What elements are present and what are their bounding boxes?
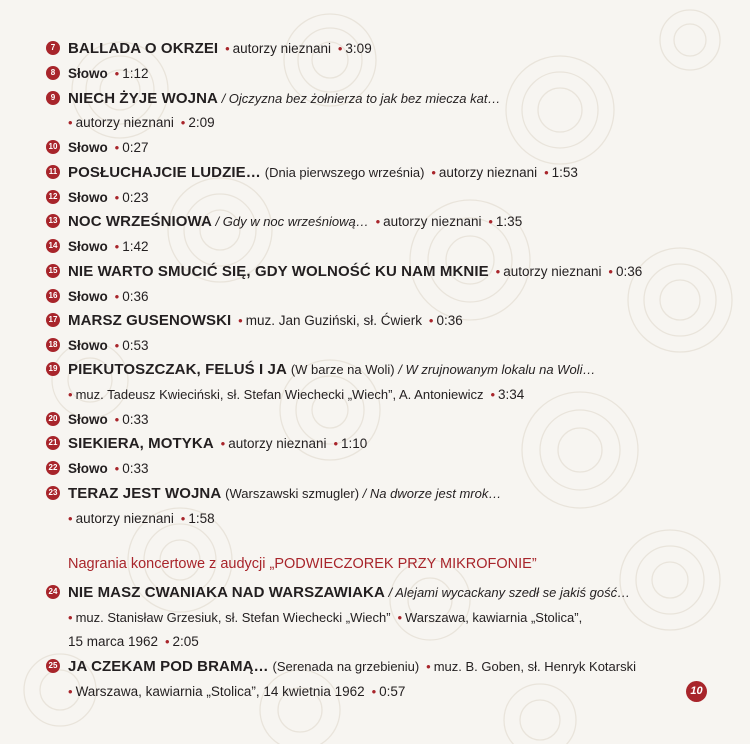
track-subtitle: (W barze na Woli): [290, 362, 395, 377]
track-23: [48, 481, 740, 505]
track-12: [48, 185, 740, 209]
track-7: [50, 36, 740, 60]
track-credits: muz. Jan Guziński, sł. Ćwierk: [245, 313, 423, 328]
bullet: •: [114, 412, 120, 427]
track-25-credits: [68, 679, 740, 703]
track-number-badge: 24: [46, 585, 60, 599]
bullet: •: [490, 387, 495, 402]
track-venue: Warszawa, kawiarnia „Stolica”, 14 kwietnia 1962: [75, 684, 365, 699]
track-duration: 0:53: [122, 338, 149, 353]
track-number-badge: 8: [46, 66, 60, 80]
track-separator: /: [359, 486, 370, 501]
track-title: Słowo: [68, 289, 108, 304]
track-duration: 1:12: [122, 66, 149, 81]
track-title: TERAZ JEST WOJNA: [68, 485, 222, 502]
track-number-badge: 7: [46, 41, 60, 55]
track-title: Słowo: [68, 412, 108, 427]
track-number-badge: 22: [46, 461, 60, 475]
track-duration: 1:35: [495, 214, 523, 229]
bullet: •: [431, 165, 436, 180]
track-duration: 1:10: [341, 436, 368, 451]
track-24-date: [68, 629, 740, 653]
track-16: [48, 284, 740, 308]
track-10: [48, 135, 740, 159]
track-23-credits: [68, 506, 740, 530]
track-duration: 0:36: [615, 264, 643, 279]
bullet: •: [488, 214, 493, 229]
track-duration: 0:33: [122, 461, 149, 476]
track-title: Słowo: [68, 239, 108, 254]
track-22: [48, 456, 740, 480]
track-title: Słowo: [68, 338, 108, 353]
track-25: [48, 654, 740, 678]
track-credits: autorzy nieznani: [75, 511, 174, 526]
bullet: •: [426, 659, 431, 674]
track-8: [50, 61, 740, 85]
bullet: •: [114, 461, 120, 476]
track-number-badge: 14: [46, 239, 60, 253]
track-duration: 0:23: [122, 190, 149, 205]
track-number-badge: 20: [46, 412, 60, 426]
track-title: NOC WRZEŚNIOWA: [68, 213, 212, 230]
bullet: •: [114, 239, 120, 254]
bullet: •: [114, 289, 120, 304]
track-13: [48, 209, 740, 233]
bullet: •: [333, 436, 338, 451]
track-number-badge: 17: [46, 313, 60, 327]
track-number-badge: 21: [46, 436, 60, 450]
bullet: •: [114, 140, 120, 155]
track-separator: /: [217, 91, 229, 106]
bullet: •: [68, 610, 73, 625]
track-credits: autorzy nieznani: [232, 41, 331, 56]
bullet: •: [220, 436, 226, 451]
track-credits: autorzy nieznani: [75, 115, 174, 130]
track-subtitle: (Serenada na grzebieniu): [272, 659, 420, 674]
page-number-badge: 10: [686, 681, 707, 702]
bullet: •: [337, 41, 343, 56]
track-number-badge: 12: [46, 190, 60, 204]
track-title: MARSZ GUSENOWSKI: [68, 312, 232, 329]
track-9: [50, 86, 740, 110]
track-duration: 3:34: [498, 387, 525, 402]
track-duration: 0:27: [122, 140, 149, 155]
track-subtitle: (Dnia pierwszego września): [264, 165, 425, 180]
track-title: NIE MASZ CWANIAKA NAD WARSZAWIAKA: [68, 584, 385, 601]
bullet: •: [495, 264, 501, 279]
track-number-badge: 11: [46, 165, 60, 179]
track-credits: autorzy nieznani: [438, 165, 538, 180]
bullet: •: [68, 115, 73, 130]
track-duration: 2:05: [172, 634, 199, 649]
track-20: [48, 407, 740, 431]
track-title: JA CZEKAM POD BRAMĄ…: [68, 658, 269, 675]
bullet: •: [397, 610, 402, 625]
track-title: Słowo: [68, 190, 108, 205]
track-separator: /: [394, 362, 406, 377]
track-duration: 1:42: [122, 239, 149, 254]
track-19-credits: [68, 382, 740, 406]
track-11: [48, 160, 740, 184]
track-duration: 1:53: [551, 165, 578, 180]
bullet: •: [164, 634, 170, 649]
track-duration: 3:09: [345, 41, 372, 56]
track-credits: muz. Tadeusz Kwieciński, sł. Stefan Wiechecki „Wiech”, A. Antoniewicz: [75, 387, 484, 402]
track-title: Słowo: [68, 140, 108, 155]
track-24-credits: [68, 605, 740, 629]
track-separator: /: [384, 585, 396, 600]
track-lyric: Alejami wycackany szedł se jakiś gość…: [395, 585, 631, 600]
track-number-badge: 10: [46, 140, 60, 154]
track-title: POSŁUCHAJCIE LUDZIE…: [68, 164, 261, 181]
track-lyric: Ojczyzna bez żołnierza to jak bez miecza kat…: [228, 91, 501, 106]
track-number-badge: 9: [46, 91, 60, 105]
track-title: BALLADA O OKRZEI: [68, 40, 219, 57]
track-title: PIEKUTOSZCZAK, FELUŚ I JA: [68, 361, 287, 378]
bullet: •: [114, 66, 120, 81]
bullet: •: [114, 338, 120, 353]
track-number-badge: 13: [46, 214, 60, 228]
bullet: •: [68, 511, 73, 526]
bullet: •: [225, 41, 230, 56]
track-24: [48, 580, 740, 604]
track-duration: 1:58: [188, 511, 215, 526]
track-subtitle: (Warszawski szmugler): [225, 486, 360, 501]
bullet: •: [68, 387, 73, 402]
track-credits: muz. B. Goben, sł. Henryk Kotarski: [433, 659, 636, 674]
track-number-badge: 23: [46, 486, 60, 500]
track-credits: autorzy nieznani: [383, 214, 482, 229]
track-lyric: Gdy w noc wrześniową…: [222, 214, 369, 229]
bullet: •: [608, 264, 613, 279]
track-number-badge: 15: [46, 264, 60, 278]
track-number-badge: 18: [46, 338, 60, 352]
track-title: NIECH ŻYJE WOJNA: [68, 90, 218, 107]
track-number-badge: 16: [46, 289, 60, 303]
track-duration: 0:57: [379, 684, 406, 699]
track-lyric: W zrujnowanym lokalu na Woli…: [405, 362, 596, 377]
track-credits: muz. Stanisław Grzesiuk, sł. Stefan Wiechecki „Wiech”: [75, 610, 391, 625]
track-credits: autorzy nieznani: [228, 436, 327, 451]
bullet: •: [375, 214, 381, 229]
bullet: •: [68, 684, 73, 699]
track-venue: Warszawa, kawiarnia „Stolica”,: [405, 610, 583, 625]
track-lyric: Na dworze jest mrok…: [369, 486, 502, 501]
track-19: [48, 357, 740, 381]
track-title: Słowo: [68, 461, 108, 476]
track-duration: 0:33: [122, 412, 149, 427]
track-separator: /: [211, 214, 223, 229]
section-heading-concert-recordings: Nagrania koncertowe z audycji „PODWIECZOREK PRZY MIKROFONIE”: [68, 556, 537, 572]
track-21: [48, 431, 740, 455]
bullet: •: [180, 511, 186, 526]
track-title: Słowo: [68, 66, 108, 81]
track-duration: 2:09: [188, 115, 215, 130]
bullet: •: [371, 684, 377, 699]
bullet: •: [114, 190, 120, 205]
track-number-badge: 19: [46, 362, 60, 376]
track-title: NIE WARTO SMUCIĆ SIĘ, GDY WOLNOŚĆ KU NAM MKNIE: [68, 263, 489, 280]
track-credits: autorzy nieznani: [503, 264, 602, 279]
track-duration: 0:36: [122, 289, 149, 304]
track-15: [48, 259, 740, 283]
track-duration: 0:36: [436, 313, 463, 328]
track-number-badge: 25: [46, 659, 60, 673]
bullet: •: [238, 313, 243, 328]
bullet: •: [544, 165, 549, 180]
track-date: 15 marca 1962: [68, 634, 159, 649]
bullet: •: [428, 313, 434, 328]
track-18: [48, 333, 740, 357]
track-title: SIEKIERA, MOTYKA: [68, 435, 214, 452]
bullet: •: [180, 115, 186, 130]
track-17: [48, 308, 740, 332]
track-14: [48, 234, 740, 258]
track-9-credits: [68, 110, 740, 134]
